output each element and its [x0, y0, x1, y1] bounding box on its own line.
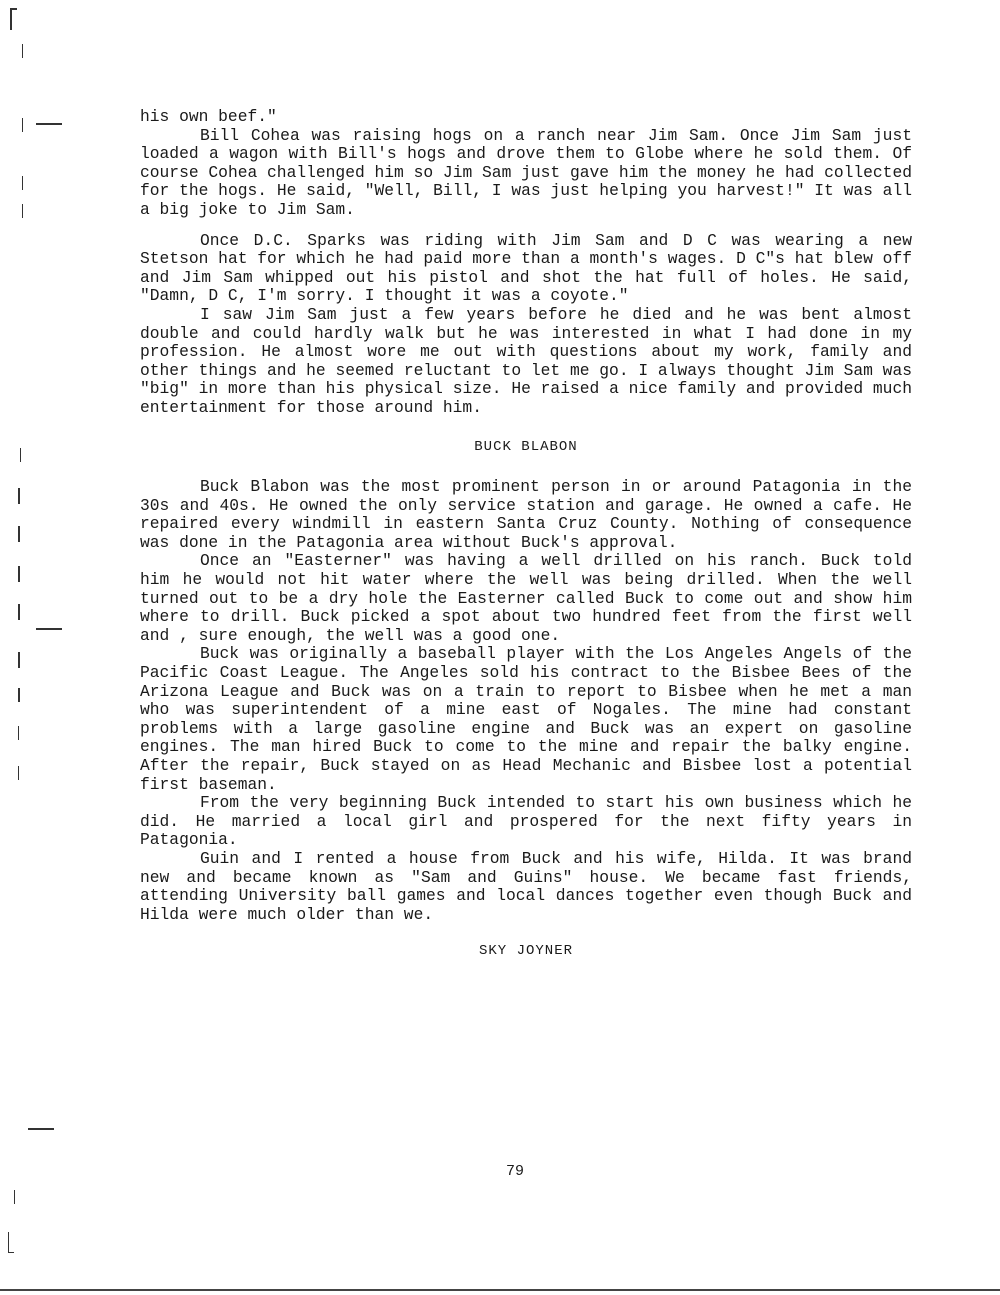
margin-tick: [8, 1232, 9, 1252]
paragraph: Buck Blabon was the most prominent person in or around Patagonia in the 30s and 40s. He owned the only service station and garage. He owned a cafe. He repaired every windmill in eastern Santa Cruz County. Nothing of consequence was done in the Patagonia area without Buck's approval.: [140, 477, 912, 552]
corner-bracket-mark: [10, 8, 12, 30]
margin-tick: [14, 1190, 15, 1204]
margin-tick: [8, 1252, 14, 1253]
margin-tick: [18, 604, 20, 620]
margin-tick: [18, 526, 20, 542]
corner-bracket-mark-top: [10, 8, 17, 10]
margin-tick: [20, 448, 21, 462]
paragraph: From the very beginning Buck intended to start his own business which he did. He married a local girl and prospered for the next fifty years in Patagonia.: [140, 793, 912, 850]
margin-tick: [22, 204, 23, 218]
paragraph: Once an "Easterner" was having a well drilled on his ranch. Buck told him he would not hit water where the well was being drilled. When the well turned out to be a dry hole the Easterner called Buck to come out and show him where to drill. Buck picked a spot about two hundred feet from the first well and , sure enough, the well was a good one.: [140, 551, 912, 645]
margin-tick: [22, 44, 23, 58]
paragraph: Buck was originally a baseball player with the Los Angeles Angels of the Pacific Coast League. The Angeles sold his contract to the Bisbee Bees of the Arizona League and Buck was on a train to report to Bisbee when he met a man who was superintendent of a mine east of Nogales. The mine had constant problems with a large gasoline engine and Buck was an expert on gasoline engines. The man hired Buck to come to the mine and repair the balky engine. After the repair, Buck stayed on as Head Mechanic and Bisbee lost a potential first baseman.: [140, 644, 912, 794]
margin-tick: [18, 688, 20, 702]
page-number: 79: [505, 1163, 524, 1180]
page-body: [140, 108, 912, 961]
paragraph: Guin and I rented a house from Buck and his wife, Hilda. It was brand new and became known as "Sam and Guins" house. We became fast friends, attending University ball games and local dances together even though Buck and Hilda were much older than we.: [140, 848, 912, 924]
margin-tick: [18, 766, 19, 780]
margin-tick: [18, 488, 20, 504]
opening-line: his own beef.": [140, 107, 277, 126]
section-heading: BUCK BLABON: [474, 438, 578, 455]
margin-tick: [22, 118, 23, 132]
paragraph: I saw Jim Sam just a few years before he died and he was bent almost double and could hardly walk but he was interested in what I had done in my profession. He almost wore me out with questions about my work, family and other things and he seemed reluctant to let me go. I always thought Jim Sam was "big" in more than his physical size. He raised a nice family and provided much entertainment for those around him.: [140, 304, 912, 417]
margin-tick: [18, 726, 19, 740]
margin-tick: [18, 652, 20, 668]
margin-tick: [18, 566, 20, 582]
margin-dash: [36, 123, 62, 125]
paragraph: Once D.C. Sparks was riding with Jim Sam and D C was wearing a new Stetson hat for which he had paid more than a month's wages. D C"s hat blew off and Jim Sam whipped out his pistol and shot the hat full of holes. He said, "Damn, D C, I'm sorry. I thought it was a coyote.": [140, 230, 912, 306]
margin-tick: [22, 176, 23, 190]
next-section-heading: SKY JOYNER: [478, 943, 573, 960]
margin-dash: [36, 628, 62, 630]
bottom-scan-edge: [0, 1289, 1000, 1291]
margin-dash: [28, 1128, 54, 1130]
paragraph: Bill Cohea was raising hogs on a ranch near Jim Sam. Once Jim Sam just loaded a wagon with Bill's hogs and drove them to Globe where he sold them. Of course Cohea challenged him so Jim Sam just gave him the money he had collected for the hogs. He said, "Well, Bill, I was just helping you harvest!" It was all a big joke to Jim Sam.: [140, 125, 912, 219]
